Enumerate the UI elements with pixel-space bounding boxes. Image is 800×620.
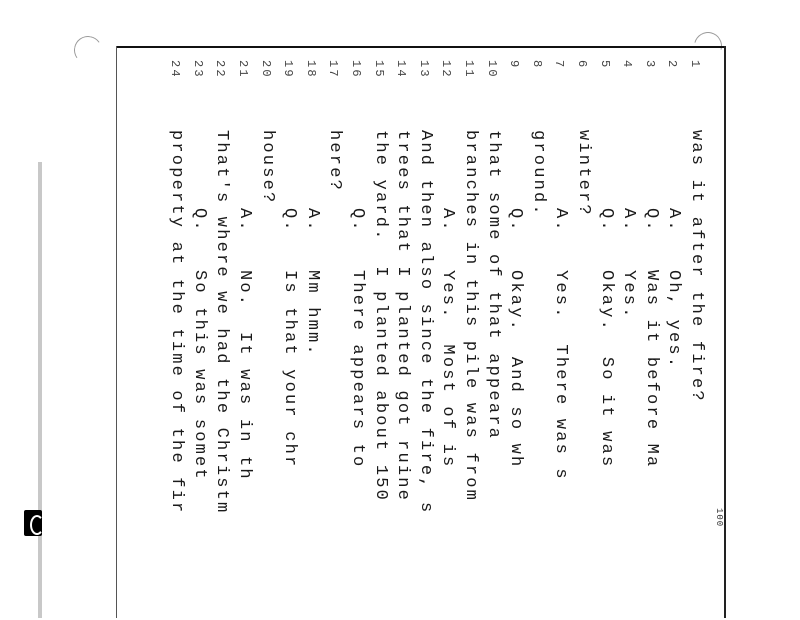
line-number: 18 xyxy=(303,60,318,79)
line-text: A. Yes. Most of is xyxy=(438,208,458,469)
line-number: 4 xyxy=(620,60,635,70)
transcript-body xyxy=(126,60,706,620)
line-text: A. Yes. There was s xyxy=(551,208,571,481)
line-number: 7 xyxy=(552,60,567,70)
line-text: Q. Okay. And so wh xyxy=(506,208,526,469)
line-number: 6 xyxy=(575,60,589,70)
line-text: And then also since the fire, s xyxy=(415,130,435,515)
line-number: 1 xyxy=(688,60,702,70)
line-number: 16 xyxy=(349,60,363,79)
page-number: 100 xyxy=(714,508,724,528)
line-text: Q. Was it before Ma xyxy=(641,208,661,469)
line-number: 10 xyxy=(484,60,499,79)
line-text: Q. Okay. So it was xyxy=(596,208,616,469)
line-text: that some of that appeara xyxy=(483,130,503,441)
line-number: 24 xyxy=(168,60,183,79)
binder-clip-icon xyxy=(24,510,42,536)
line-text: winter? xyxy=(574,130,593,217)
line-number: 19 xyxy=(281,60,296,79)
line-text: Q. There appears to xyxy=(348,208,367,469)
line-number: 2 xyxy=(665,60,680,70)
line-text: house? xyxy=(257,130,277,205)
line-text: here? xyxy=(325,130,345,193)
line-text: branches in this pile was from xyxy=(461,130,480,503)
line-text: That's where we had the Christm xyxy=(212,130,232,515)
line-text: A. No. It was in th xyxy=(235,208,254,481)
line-text: the yard. I planted about 150 xyxy=(370,130,390,503)
line-text: property at the time of the fir xyxy=(167,130,187,515)
line-number: 3 xyxy=(642,60,657,70)
line-text: ground. xyxy=(528,130,548,217)
line-number: 15 xyxy=(371,60,386,79)
line-number: 21 xyxy=(236,60,250,79)
line-text: A. Mm hmm. xyxy=(302,208,322,357)
line-number: 20 xyxy=(258,60,273,79)
page-top-border xyxy=(116,46,726,48)
line-text: Q. Is that your chr xyxy=(280,208,300,469)
line-number: 5 xyxy=(597,60,612,70)
scanner-edge-strip xyxy=(38,162,42,618)
line-text: was it after the fire? xyxy=(687,130,706,403)
line-number: 8 xyxy=(529,60,544,70)
punch-hole-left xyxy=(72,34,104,66)
line-number: 17 xyxy=(326,60,341,79)
line-number: 22 xyxy=(213,60,228,79)
line-number: 11 xyxy=(462,60,476,79)
line-number: 14 xyxy=(394,60,409,79)
line-number: 23 xyxy=(190,60,205,79)
line-number: 12 xyxy=(439,60,454,79)
page-left-border xyxy=(116,46,117,618)
line-text: A. Oh, yes. xyxy=(664,208,684,370)
line-text: trees that I planted got ruine xyxy=(393,130,413,503)
line-number: 9 xyxy=(507,60,522,70)
line-text: Q. So this was somet xyxy=(189,208,209,481)
line-text: A. Yes. xyxy=(619,208,639,320)
page-right-border xyxy=(724,46,726,618)
line-number: 13 xyxy=(416,60,431,79)
